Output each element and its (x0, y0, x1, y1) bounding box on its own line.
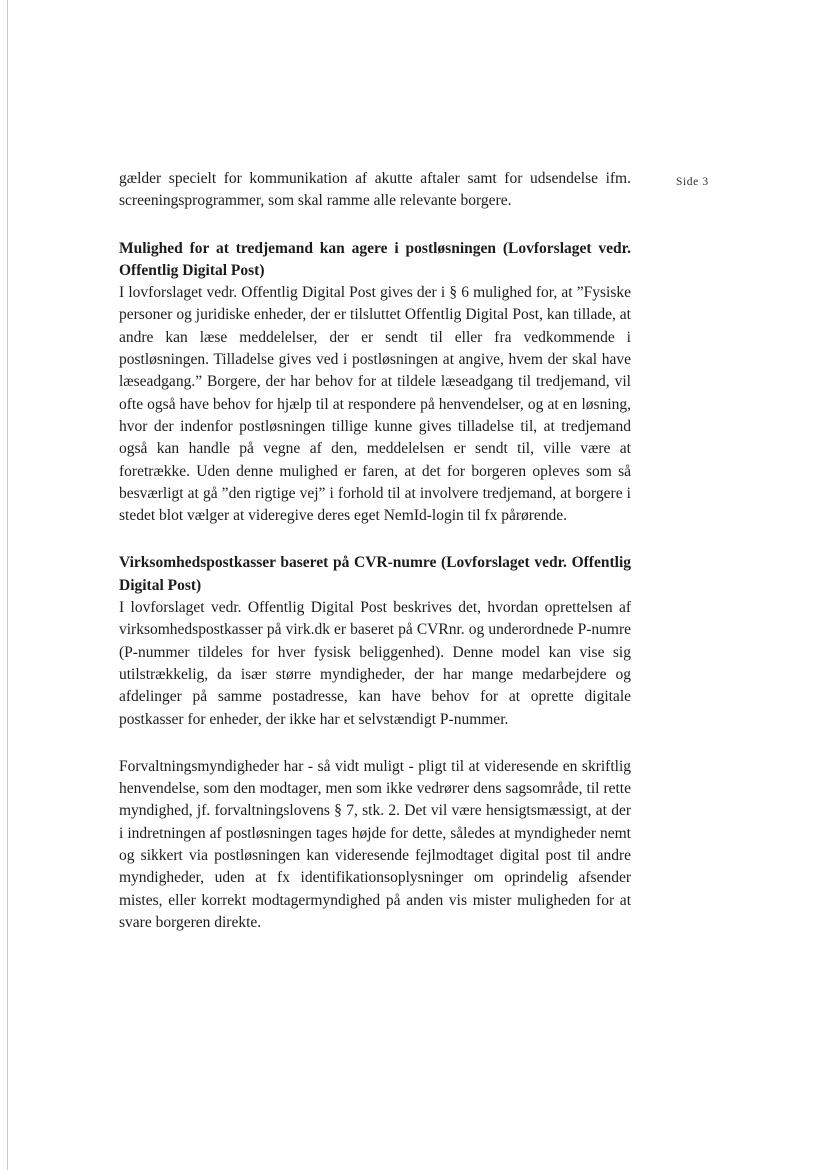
scan-edge-line (7, 0, 8, 1170)
page-number-label: Side 3 (676, 176, 709, 188)
section-body-business-mailboxes: I lovforslaget vedr. Offentlig Digital Post beskrives det, hvordan oprettelsen af virksomhedspostkasser på virk.dk er baseret på CVRnr. og underordnede P-numre (P-nummer tildeles for hver fysisk beliggenhed). Denne model kan vise sig utilstrækkelig, da især større myndigheder, der har mange medarbejdere og afdelinger på samme postadresse, kan have behov for at oprette digitale postkasser for enheder, der ikke har et selvstændigt P-nummer. (119, 599, 631, 728)
intro-paragraph: gælder specielt for kommunikation af akutte aftaler samt for udsendelse ifm. screeningsprogrammer, som skal ramme alle relevante borgere. (119, 170, 631, 210)
section-body-forwarding: Forvaltningsmyndigheder har - så vidt muligt - pligt til at videresende en skriftlig henvendelse, som den modtager, men som ikke vedrører dens sagsområde, til rette myndighed, jf. forvaltningslovens § 7, stk. 2. Det vil være hensigtsmæssigt, at der i indretningen af postløsningen tages højde for dette, således at myndigheder nemt og sikkert via postløsningen kan videresende fejlmodtaget digital post til andre myndigheder, uden at fx identifikationsoplysninger om oprindelig afsender mistes, eller korrekt modtagermyndighed på anden vis mister muligheden for at svare borgeren direkte. (119, 757, 631, 931)
paragraph-spacer (119, 527, 631, 552)
document-body (119, 168, 631, 934)
section-heading-business-mailboxes: Virksomhedspostkasser baseret på CVR-numre (Lovforslaget vedr. Offentlig Digital Post) (119, 554, 631, 594)
section-body-third-party: I lovforslaget vedr. Offentlig Digital Post gives der i § 6 mulighed for, at ”Fysiske personer og juridiske enheder, der er tilsluttet Offentlig Digital Post, kan tillade, at andre kan læse meddelelser, der er sendt til eller fra vedkommende i postløsningen. Tilladelse gives ved i postløsningen at angive, hvem der skal have læseadgang.” Borgere, der har behov for at tildele læseadgang til tredjemand, vil ofte også have behov for hjælp til at respondere på henvendelser, og at en løsning, hvor der indenfor postløsningen tillige kunne gives tilladelse til, at tredjemand også kan handle på vegne af den, meddelelsen er sendt til, ville være at foretrække. Uden denne mulighed er faren, at det for borgeren opleves som så besværligt at gå ”den rigtige vej” i forhold til at involvere tredjemand, at borgere i stedet blot vælger at videregive deres eget NemId-login til fx pårørende. (119, 284, 631, 525)
section-heading-third-party: Mulighed for at tredjemand kan agere i postløsningen (Lovforslaget vedr. Offentlig Digital Post) (119, 239, 631, 279)
paragraph-spacer (119, 731, 631, 756)
paragraph-spacer (119, 213, 631, 238)
